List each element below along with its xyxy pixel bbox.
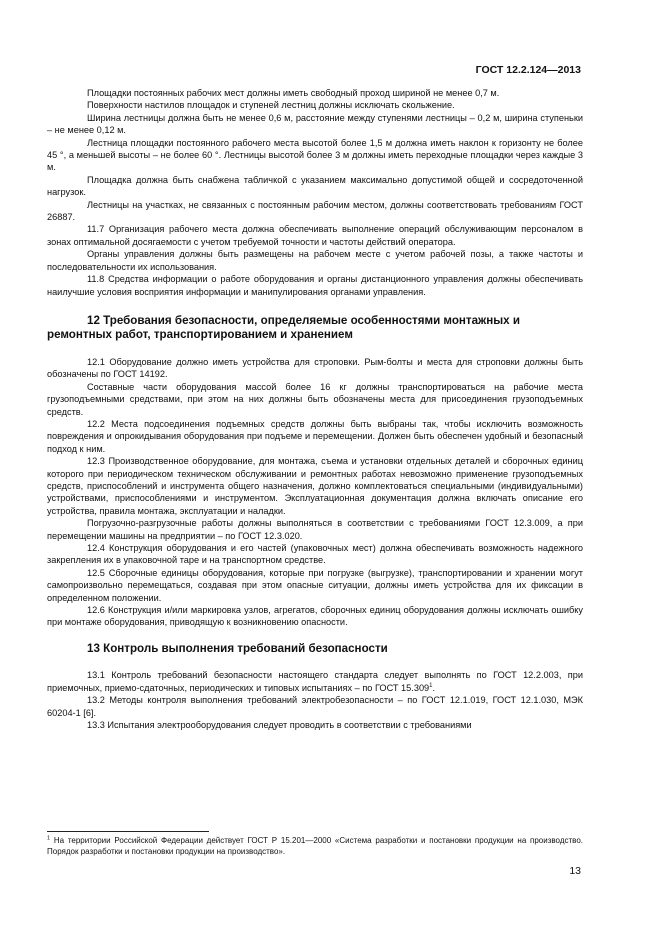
footnote-reference[interactable]: 1 xyxy=(429,682,433,689)
paragraph: 12.4 Конструкция оборудования и его частей (упаковочных мест) должна обеспечивать возможность надежного закрепления их в упаковочной таре и на транспортном средстве. xyxy=(47,543,583,566)
section-12-heading: 12 Требования безопасности, определяемые особенностями монтажных и ремонтных работ, транспортированием и хранением xyxy=(47,313,520,342)
paragraph: 13.2 Методы контроля выполнения требований электробезопасности – по ГОСТ 12.1.019, ГОСТ 12.1.030, МЭК 60204-1 [6]. xyxy=(47,695,583,718)
paragraph: Поверхности настилов площадок и ступеней лестниц должны исключать скольжение. xyxy=(87,100,455,111)
paragraph: 11.8 Средства информации о работе оборудования и органы дистанционного управления должны обеспечивать наилучшие условия восприятия информации и манипулирования органами управления. xyxy=(47,274,583,297)
paragraph: Составные части оборудования массой более 16 кг должны транспортироваться на рабочие места грузоподъемными средствами, при этом на них должны быть обозначены места для присоединения грузоподъемных средств. xyxy=(47,381,583,417)
paragraph: 12.3 Производственное оборудование, для монтажа, съема и установки отдельных деталей и сборочных единиц которого при периодическом техническом обслуживании и ремонтных работах невозможно применение грузоподъемных средств, приспособлений и инструмента общего назначения, должно комплектоваться специальными (индивидуальными) устройствами, приспособлениями и инструментом. Эксплуатационная документация должна включать описание его устройства, правила монтажа, эксплуатации и наладки. xyxy=(47,456,583,516)
paragraph: Ширина лестницы должна быть не менее 0,6 м, расстояние между ступенями лестницы – 0,2 м, ширина ступеньки – не менее 0,12 м. xyxy=(47,112,583,136)
paragraph: 13.3 Испытания электрооборудования следует проводить в соответствии с требованиями xyxy=(87,719,472,730)
paragraph: 11.7 Организация рабочего места должна обеспечивать выполнение операций обслуживающим персоналом в зонах оптимальной досягаемости с учетом требуемой точности и частоты действий оператора. xyxy=(47,224,583,247)
section-13-heading: 13 Контроль выполнения требований безопасности xyxy=(87,641,388,655)
paragraph: 12.2 Места подсоединения подъемных средств должны быть выбраны так, чтобы исключить возможность повреждения и опрокидывания оборудования при подъеме и перемещении. Должен быть обеспечен удобный и безопасный подход к ним. xyxy=(47,418,583,454)
footnote-mark: 1 xyxy=(47,835,51,842)
paragraph: Погрузочно-разгрузочные работы должны выполняться в соответствии с требованиями ГОСТ 12.3.009, а при перемещении машины на предприятии – по ГОСТ 12.3.020. xyxy=(47,518,583,541)
paragraph: 12.6 Конструкция и/или маркировка узлов, агрегатов, сборочных единиц оборудования должны исключать ошибку при монтаже оборудования, приводящую к возникновению опасности. xyxy=(47,605,583,628)
paragraph: Площадки постоянных рабочих мест должны иметь свободный проход шириной не менее 0,7 м. xyxy=(87,88,500,98)
paragraph-end: . xyxy=(432,682,436,693)
paragraph-with-footnote xyxy=(47,669,583,694)
standard-header: ГОСТ 12.2.124—2013 xyxy=(475,64,581,76)
page-content xyxy=(47,87,583,731)
footnote-divider xyxy=(47,831,209,832)
paragraph: Лестница площадки постоянного рабочего места высотой более 1,5 м должна иметь наклон к горизонту не более 45 °, а меньшей высоты – не более 60 °. Лестницы высотой более 3 м должны иметь переходные площадки через каждые 3 м. xyxy=(47,137,583,173)
footnote xyxy=(47,836,583,857)
paragraph: 12.1 Оборудование должно иметь устройства для строповки. Рым-болты и места для строповки должны быть обозначены по ГОСТ 14192. xyxy=(47,356,583,380)
footnote-text: На территории Российской Федерации действует ГОСТ Р 15.201—2000 «Система разработки и постановки продукции на производство. Порядок разработки и постановки продукции на производство». xyxy=(47,836,583,856)
page-number: 13 xyxy=(569,865,581,877)
paragraph: Площадка должна быть снабжена табличкой с указанием максимально допустимой общей и сосредоточенной нагрузок. xyxy=(47,174,583,198)
paragraph: Лестницы на участках, не связанных с постоянным рабочим местом, должны соответствовать требованиям ГОСТ 26887. xyxy=(47,199,583,223)
paragraph: Органы управления должны быть размещены на рабочем месте с учетом рабочей позы, а также частоты и последовательности их использования. xyxy=(47,249,583,272)
paragraph-text: 13.1 Контроль требований безопасности настоящего стандарта следует выполнять по ГОСТ 12.2.003, при приемочных, приемо-сдаточных, периодических и типовых испытаниях – по ГОСТ 15.309 xyxy=(47,670,583,693)
paragraph: 12.5 Сборочные единицы оборудования, которые при погрузке (выгрузке), транспортировании и хранении могут самопроизвольно перемещаться, создавая при этом опасные ситуации, должны иметь устройства для их фиксации в определенном положении. xyxy=(47,567,583,603)
